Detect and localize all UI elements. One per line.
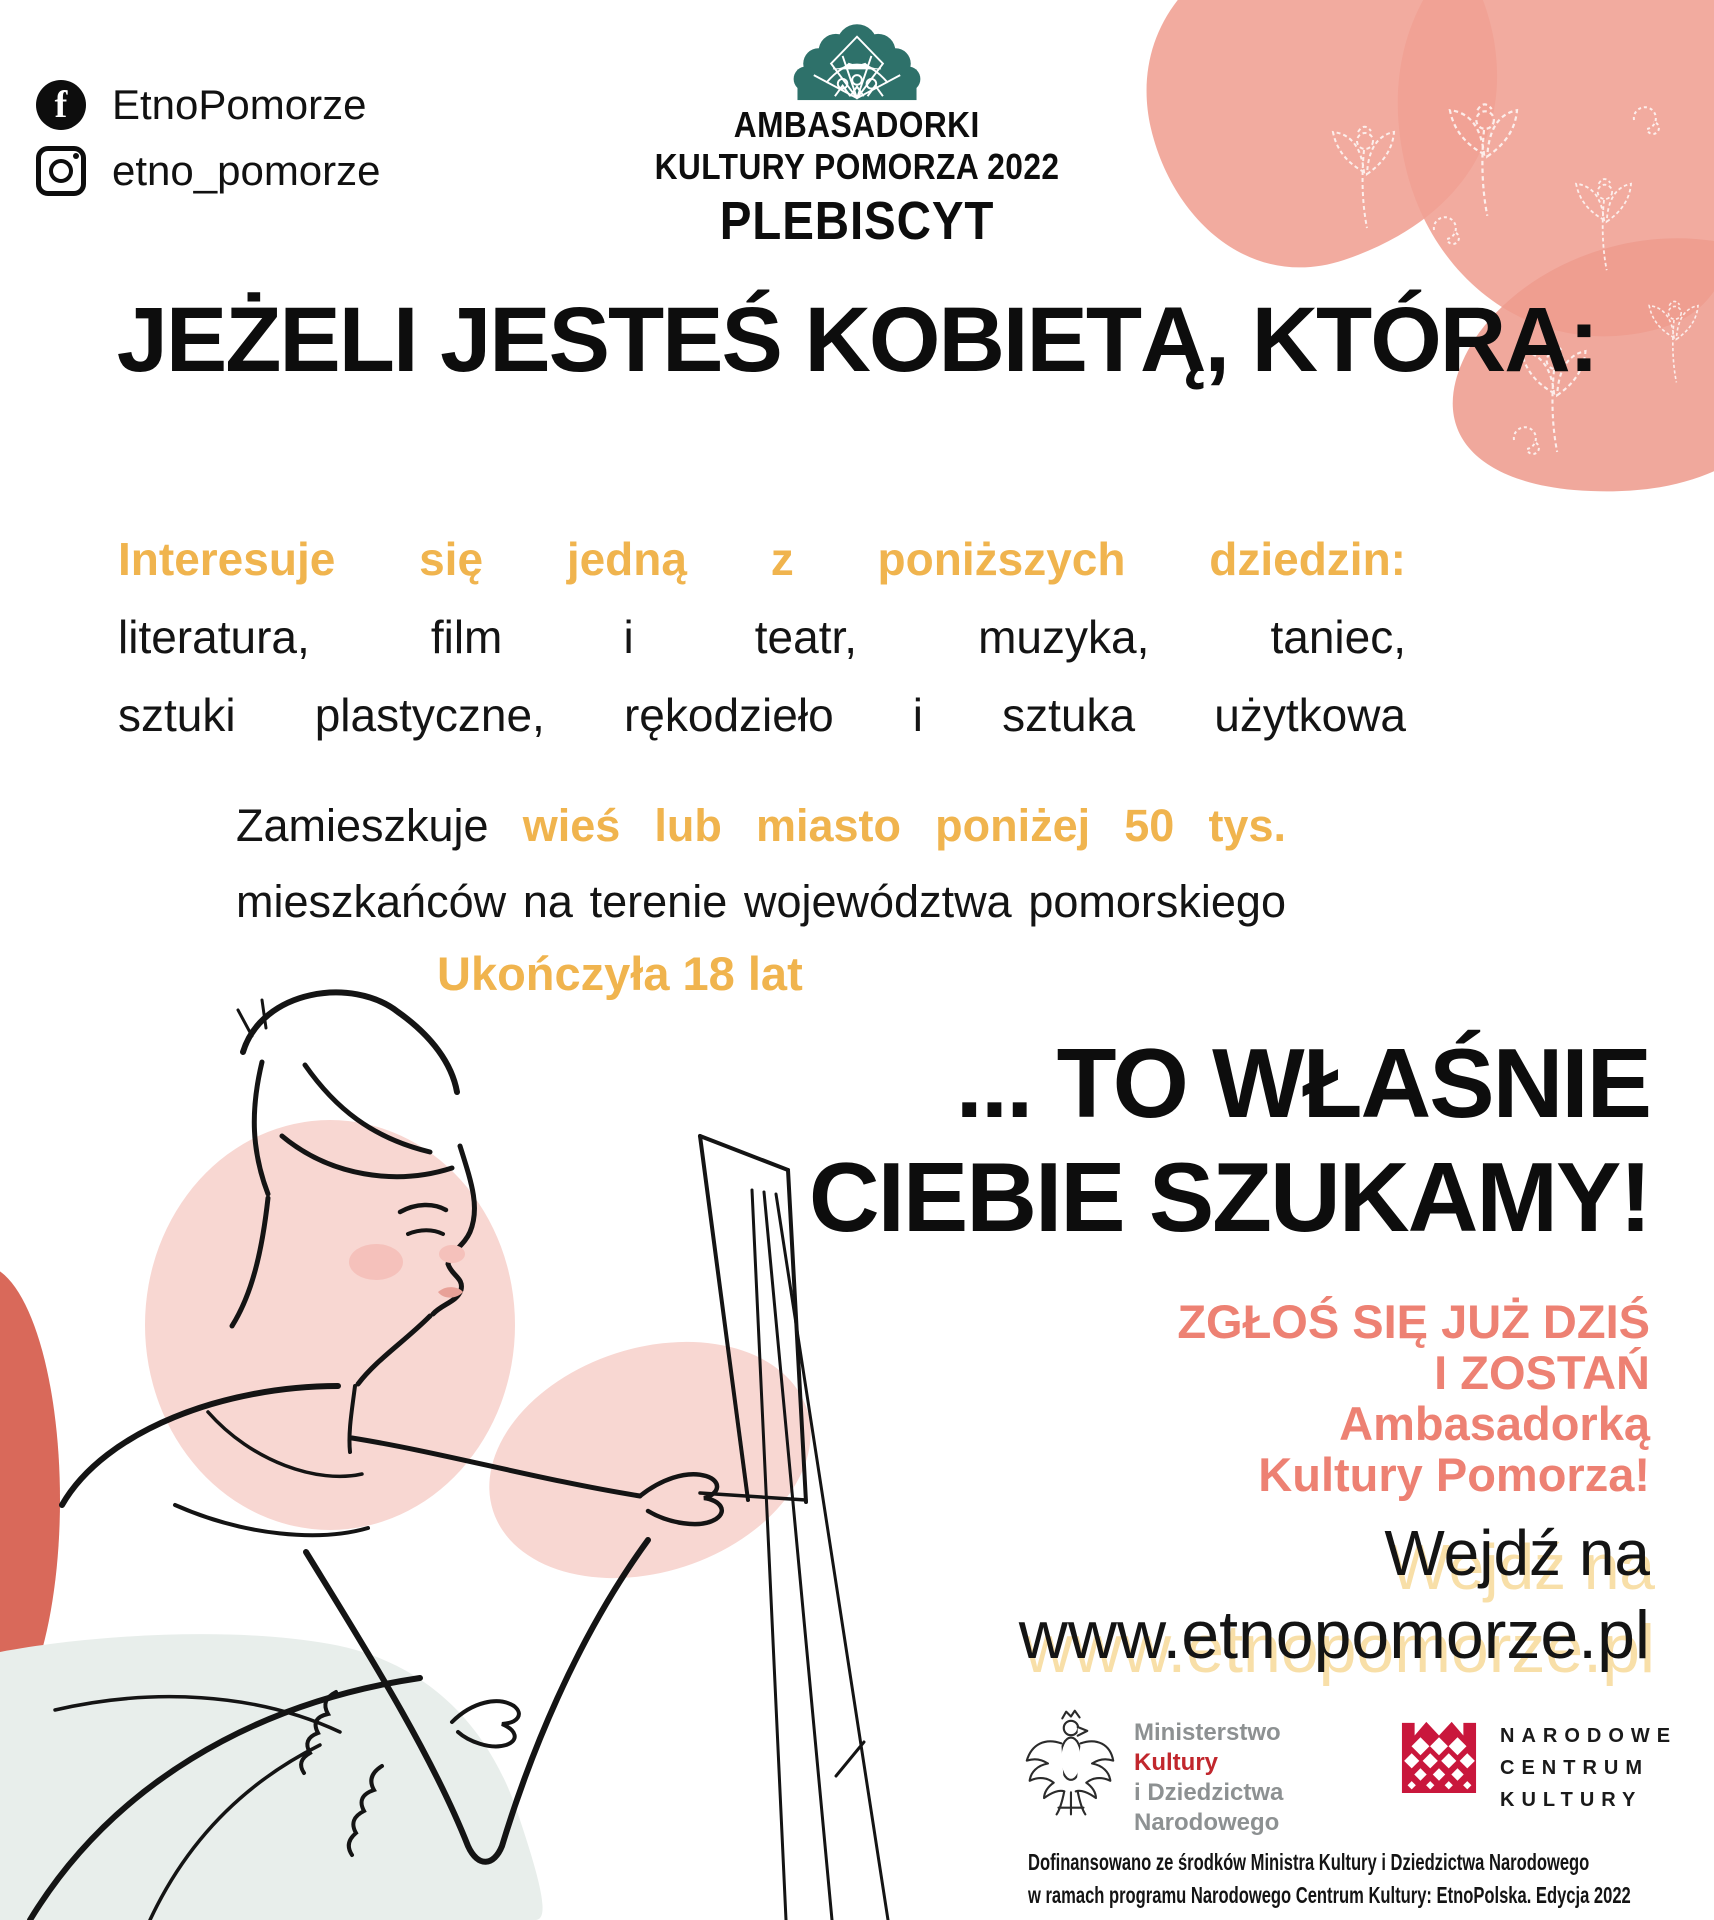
criterion-residence <box>236 788 1286 940</box>
website-url: www.etnopomorze.pl <box>1018 1597 1650 1673</box>
instagram-icon <box>36 146 86 196</box>
funding-note <box>1028 1846 1631 1912</box>
nck-line2: CENTRUM <box>1500 1757 1649 1779</box>
nck-logo <box>1400 1714 1677 1816</box>
callout <box>809 1026 1650 1254</box>
criterion-interests-highlight: Interesuje się jedną z poniższych dziedzin: <box>118 533 1406 585</box>
ministry-line3: i Dziedzictwa <box>1134 1779 1284 1806</box>
social-links <box>36 80 381 212</box>
ministry-line4: Narodowego <box>1134 1809 1280 1836</box>
cta-line4: Kultury Pomorza! <box>1258 1448 1650 1501</box>
brand-line2: KULTURY POMORZA 2022 <box>654 146 1060 187</box>
criterion-interests-line2: literatura, film i teatr, muzyka, taniec, <box>118 611 1406 663</box>
brand-line3: PLEBISCYT <box>719 191 995 251</box>
criterion-residence-highlight: wieś lub miasto poniżej 50 tys. <box>522 800 1286 851</box>
callout-line2: CIEBIE SZUKAMY! <box>808 1142 1650 1252</box>
cta-line2: I ZOSTAŃ <box>1434 1346 1650 1399</box>
cta-block <box>1177 1296 1650 1500</box>
cta-line3: Ambasadorką <box>1339 1397 1650 1450</box>
cta-line1: ZGŁOŚ SIĘ JUŻ DZIŚ <box>1177 1295 1650 1348</box>
criterion-interests <box>118 520 1406 754</box>
website-block <box>1019 1516 1650 1674</box>
ministry-logo <box>1022 1708 1283 1838</box>
brand-line1: AMBASADORKI <box>734 104 980 145</box>
criterion-residence-prefix: Zamieszkuje <box>236 800 489 851</box>
corner-blobs-decoration <box>1014 0 1714 500</box>
website-intro: Wejdź na <box>1384 1517 1650 1589</box>
funding-line2: w ramach programu Narodowego Centrum Kultury: EtnoPolska. Edycja 2022 <box>1028 1882 1631 1908</box>
ministry-line2: Kultury <box>1134 1749 1218 1776</box>
funding-line1: Dofinansowano ze środków Ministra Kultury i Dziedzictwa Narodowego <box>1028 1849 1590 1875</box>
facebook-row <box>36 80 381 130</box>
callout-line1: ... TO WŁAŚNIE <box>955 1028 1650 1138</box>
facebook-handle: EtnoPomorze <box>112 81 367 128</box>
instagram-row <box>36 146 381 196</box>
nck-crown-icon <box>1400 1714 1478 1796</box>
polish-eagle-icon <box>1022 1708 1118 1820</box>
facebook-icon: f <box>36 80 86 130</box>
ministry-line1: Ministerstwo <box>1134 1719 1281 1746</box>
criterion-age: Ukończyła 18 lat <box>437 947 803 1000</box>
criterion-residence-line1 <box>236 788 1286 864</box>
nck-line3: KULTURY <box>1500 1789 1643 1811</box>
criterion-residence-line2: mieszkańców na terenie województwa pomorskiego <box>236 876 1286 927</box>
headline: JEŻELI JESTEŚ KOBIETĄ, KTÓRA: <box>116 289 1598 391</box>
mandala-logo-icon <box>792 6 922 102</box>
woman-painting-illustration <box>0 940 900 1920</box>
nck-line1: NARODOWE <box>1500 1725 1678 1747</box>
criterion-interests-line3: sztuki plastyczne, rękodzieło i sztuka użytkowa <box>118 689 1406 741</box>
brand-header <box>597 6 1117 252</box>
instagram-handle: etno_pomorze <box>112 147 381 194</box>
